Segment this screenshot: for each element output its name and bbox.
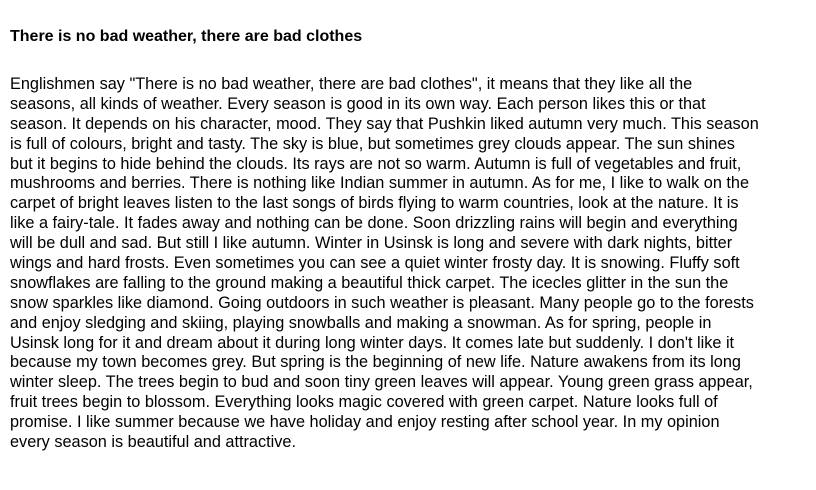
body-line: seasons, all kinds of weather. Every season is good in its own way. Each person likes this or that <box>10 94 706 113</box>
body-line: Englishmen say "There is no bad weather, there are bad clothes", it means that they like all the <box>10 75 693 93</box>
body-line: carpet of bright leaves listen to the last songs of birds flying to warm countries, look at the nature. It is <box>10 194 739 213</box>
body-line: snow sparkles like diamond. Going outdoors in such weather is pleasant. Many people go to the forests <box>10 293 754 312</box>
body-line: every season is beautiful and attractive. <box>10 433 296 452</box>
body-line: Usinsk long for it and dream about it during long winter days. It comes late but suddenly. I don't like it <box>10 333 735 352</box>
body-line: fruit trees begin to blossom. Everything looks magic covered with green carpet. Nature looks full of <box>10 393 718 412</box>
body-line: wings and hard frosts. Even sometimes you can see a quiet winter frosty day. It is snowing. Fluffy soft <box>10 254 740 273</box>
body-line: is full of colours, bright and tasty. The sky is blue, but sometimes grey clouds appear. The sun shines <box>10 134 735 153</box>
body-line: will be dull and sad. But still I like autumn. Winter in Usinsk is long and severe with dark nights, bitter <box>10 234 733 253</box>
body-line: snowflakes are falling to the ground making a beautiful thick carpet. The icecles glitter in the sun the <box>10 273 729 292</box>
body-line: because my town becomes grey. But spring is the beginning of new life. Nature awakens from its long <box>10 353 741 372</box>
document-title: There is no bad weather, there are bad clothes <box>10 28 363 45</box>
body-line: winter sleep. The trees begin to bud and soon tiny green leaves will appear. Young green grass appear, <box>10 373 753 392</box>
body-line: season. It depends on his character, mood. They say that Pushkin liked autumn very much. This season <box>10 114 759 133</box>
body-line: promise. I like summer because we have holiday and enjoy resting after school year. In my opinion <box>10 413 720 432</box>
body-line: but it begins to hide behind the clouds. Its rays are not so warm. Autumn is full of vegetables and fruit, <box>10 154 742 173</box>
body-line: and enjoy sledging and skiing, playing snowballs and making a snowman. As for spring, people in <box>10 313 712 332</box>
document-body <box>10 75 806 453</box>
body-line: mushrooms and berries. There is nothing like Indian summer in autumn. As for me, I like to walk on the <box>10 174 750 193</box>
body-line: like a fairy-tale. It fades away and nothing can be done. Soon drizzling rains will begin and everything <box>10 214 738 233</box>
